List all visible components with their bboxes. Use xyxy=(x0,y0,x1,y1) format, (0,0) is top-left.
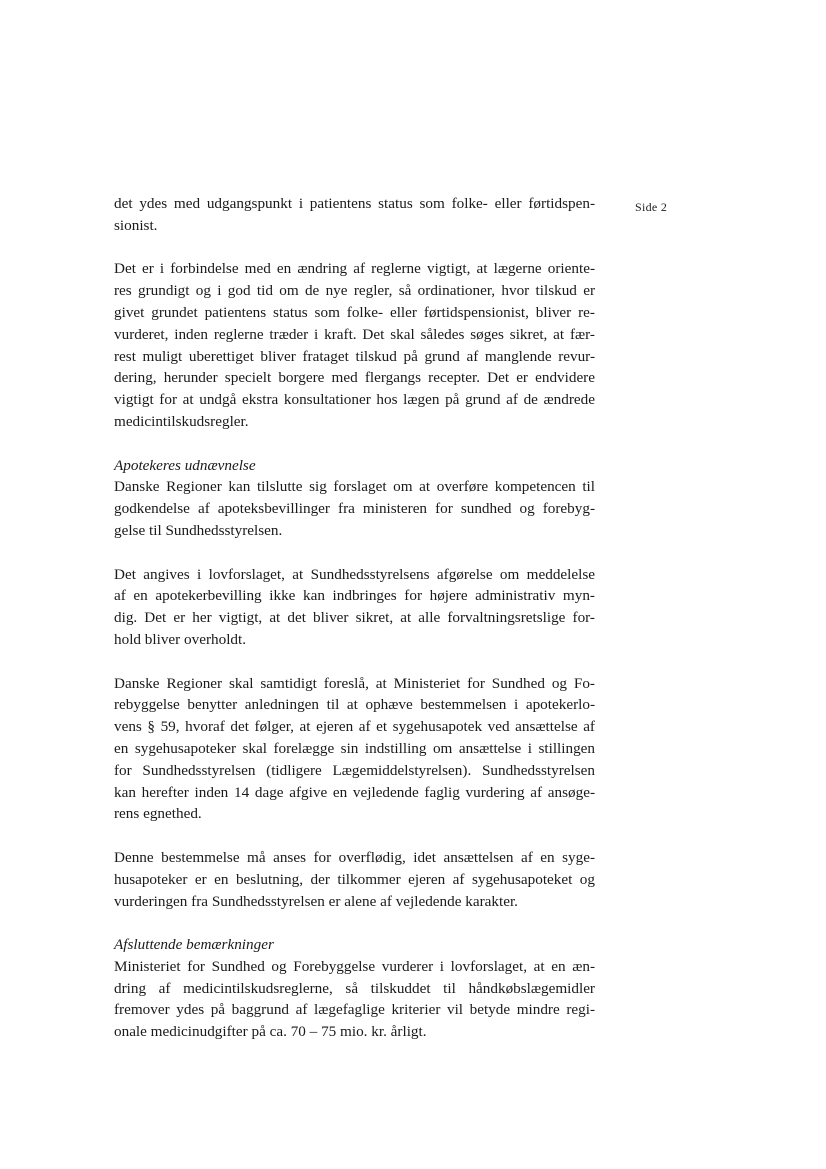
text-line: en sygehusapoteker skal forelægge sin indstilling om ansættelse i stillingen xyxy=(114,739,595,757)
text-line: Ministeriet for Sundhed og Forebyggelse vurderer i lovforslaget, at en æn- xyxy=(114,957,595,975)
text-line: givet grundet patientens status som folke- eller førtidspensionist, bliver re- xyxy=(114,303,595,321)
text-line: Danske Regioner kan tilslutte sig forslaget om at overføre kompetencen til xyxy=(114,478,595,496)
paragraph-gap xyxy=(114,237,595,259)
text-line: dering, herunder specielt borgere med flergangs recepter. Det er endvidere xyxy=(114,369,595,387)
text-line: Denne bestemmelse må anses for overflødig, idet ansættelsen af en syge- xyxy=(114,848,595,866)
text-line: vens § 59, hvoraf det følger, at ejeren af et sygehusapotek ved ansættelse af xyxy=(114,718,595,736)
text-line: dring af medicintilskudsreglerne, så tilskuddet til håndkøbslægemidler xyxy=(114,979,595,997)
section-heading: Apotekeres udnævnelse xyxy=(114,456,256,474)
text-line: dig. Det er her vigtigt, at det bliver sikret, at alle forvaltningsretslige for- xyxy=(114,609,595,627)
text-line: fremover ydes på baggrund af lægefaglige kriterier vil betyde mindre regi- xyxy=(114,1001,595,1019)
text-line: af en apotekerbevilling ikke kan indbringes for højere administrativ myn- xyxy=(114,587,595,605)
text-line: rebyggelse benytter anledningen til at ophæve bestemmelsen i apotekerlo- xyxy=(114,696,595,714)
page-number: Side 2 xyxy=(635,200,668,214)
text-line: vigtigt for at undgå ekstra konsultationer hos lægen på grund af de ændrede xyxy=(114,391,595,409)
text-line: hold bliver overholdt. xyxy=(114,630,247,648)
text-line: husapoteker er en beslutning, der tilkommer ejeren af sygehusapoteket og xyxy=(114,870,595,888)
document-body xyxy=(114,193,595,1043)
paragraph-gap xyxy=(114,912,595,934)
section-heading: Afsluttende bemærkninger xyxy=(114,936,274,954)
text-line: vurderet, inden reglerne træder i kraft. Det skal således søges sikret, at fær- xyxy=(114,325,595,343)
text-line: res grundigt og i god tid om de nye regler, så ordinationer, hvor tilskud er xyxy=(114,282,595,300)
paragraph-gap xyxy=(114,651,595,673)
text-line: medicintilskudsregler. xyxy=(114,412,249,430)
text-line: kan herefter inden 14 dage afgive en vejledende faglig vurdering af ansøge- xyxy=(114,783,595,801)
text-line: Det er i forbindelse med en ændring af reglerne vigtigt, at lægerne oriente- xyxy=(114,260,595,278)
text-line: onale medicinudgifter på ca. 70 – 75 mio. kr. årligt. xyxy=(114,1023,427,1041)
text-line: rest muligt uberettiget bliver frataget tilskud på grund af manglende revur- xyxy=(114,347,595,365)
text-line: rens egnethed. xyxy=(114,805,202,823)
paragraph-gap xyxy=(114,542,595,564)
text-line: for Sundhedsstyrelsen (tidligere Lægemiddelstyrelsen). Sundhedsstyrelsen xyxy=(114,761,595,779)
paragraph-gap xyxy=(114,433,595,455)
text-line: vurderingen fra Sundhedsstyrelsen er alene af vejledende karakter. xyxy=(114,892,518,910)
text-line: sionist. xyxy=(114,216,158,234)
text-line: Det angives i lovforslaget, at Sundhedsstyrelsens afgørelse om meddelelse xyxy=(114,565,595,583)
paragraph-gap xyxy=(114,825,595,847)
text-line: det ydes med udgangspunkt i patientens status som folke- eller førtidspen- xyxy=(114,195,595,212)
text-line: Danske Regioner skal samtidigt foreslå, at Ministeriet for Sundhed og Fo- xyxy=(114,674,595,692)
text-line: godkendelse af apoteksbevillinger fra ministeren for sundhed og forebyg- xyxy=(114,500,595,518)
text-line: gelse til Sundhedsstyrelsen. xyxy=(114,521,283,539)
